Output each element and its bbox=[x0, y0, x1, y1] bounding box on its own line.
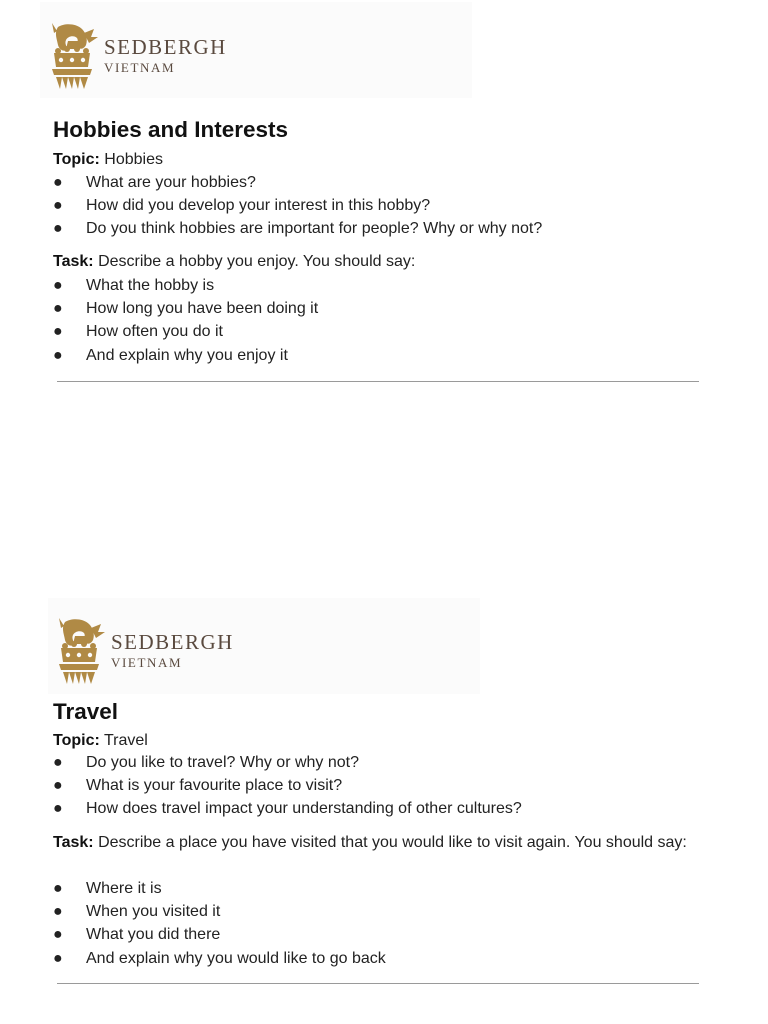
task-line bbox=[53, 832, 703, 855]
task-text: Describe a hobby you enjoy. You should say: bbox=[98, 253, 416, 270]
section-title: Hobbies and Interests bbox=[53, 117, 289, 142]
task-label: Task: bbox=[53, 834, 94, 851]
list-item: ● What are your hobbies? bbox=[53, 171, 542, 194]
section-title: Travel bbox=[53, 699, 119, 724]
section-divider bbox=[57, 381, 699, 382]
task-text: Describe a place you have visited that you would like to visit again. You should say: bbox=[98, 834, 687, 851]
list-item: ● What you did there bbox=[53, 923, 386, 946]
bullet-icon: ● bbox=[53, 323, 63, 341]
bullet-icon: ● bbox=[53, 300, 63, 318]
topic-value: Travel bbox=[103, 732, 148, 749]
list-item: ● Where it is bbox=[53, 877, 386, 900]
list-item: ● When you visited it bbox=[53, 900, 386, 923]
school-logo bbox=[51, 614, 234, 686]
list-item: ● And explain why you would like to go back bbox=[53, 947, 386, 970]
bullet-icon: ● bbox=[53, 800, 63, 818]
bullet-icon: ● bbox=[53, 949, 63, 967]
list-item: ● What is your favourite place to visit? bbox=[53, 774, 522, 797]
bullet-icon: ● bbox=[53, 197, 63, 215]
topic-value: Hobbies bbox=[104, 151, 163, 168]
list-item: ● How did you develop your interest in this hobby? bbox=[53, 194, 542, 217]
list-item: ● Do you think hobbies are important for people? Why or why not? bbox=[53, 217, 542, 240]
crest-icon bbox=[51, 614, 107, 686]
list-item: ● What the hobby is bbox=[53, 274, 318, 297]
question-list bbox=[53, 171, 542, 241]
list-item: ● Do you like to travel? Why or why not? bbox=[53, 751, 522, 774]
topic-line bbox=[53, 729, 148, 752]
bullet-icon: ● bbox=[53, 926, 63, 944]
list-item: ● How does travel impact your understanding of other cultures? bbox=[53, 797, 522, 820]
topic-line bbox=[53, 148, 163, 171]
logo-subtitle: VIETNAM bbox=[104, 59, 176, 75]
logo-name: SEDBERGH bbox=[104, 34, 227, 59]
task-points-list bbox=[53, 274, 318, 367]
bullet-icon: ● bbox=[53, 754, 63, 771]
bullet-icon: ● bbox=[53, 903, 63, 921]
list-item: ● How often you do it bbox=[53, 320, 318, 343]
bullet-icon: ● bbox=[53, 220, 63, 238]
bullet-icon: ● bbox=[53, 174, 63, 191]
crest-icon bbox=[44, 19, 100, 91]
list-item: ● And explain why you enjoy it bbox=[53, 344, 318, 367]
section-divider bbox=[57, 983, 699, 984]
bullet-icon: ● bbox=[53, 777, 63, 795]
list-item: ● How long you have been doing it bbox=[53, 297, 318, 320]
bullet-icon: ● bbox=[53, 880, 63, 897]
topic-label: Topic: bbox=[53, 732, 100, 749]
bullet-icon: ● bbox=[53, 277, 63, 294]
logo-subtitle: VIETNAM bbox=[111, 654, 183, 670]
task-line bbox=[53, 251, 703, 274]
question-list bbox=[53, 751, 522, 821]
school-logo bbox=[44, 19, 227, 91]
bullet-icon: ● bbox=[53, 346, 63, 364]
task-points-list bbox=[53, 877, 386, 970]
topic-label: Topic: bbox=[53, 151, 100, 168]
task-label: Task: bbox=[53, 253, 94, 270]
logo-name: SEDBERGH bbox=[111, 629, 234, 654]
